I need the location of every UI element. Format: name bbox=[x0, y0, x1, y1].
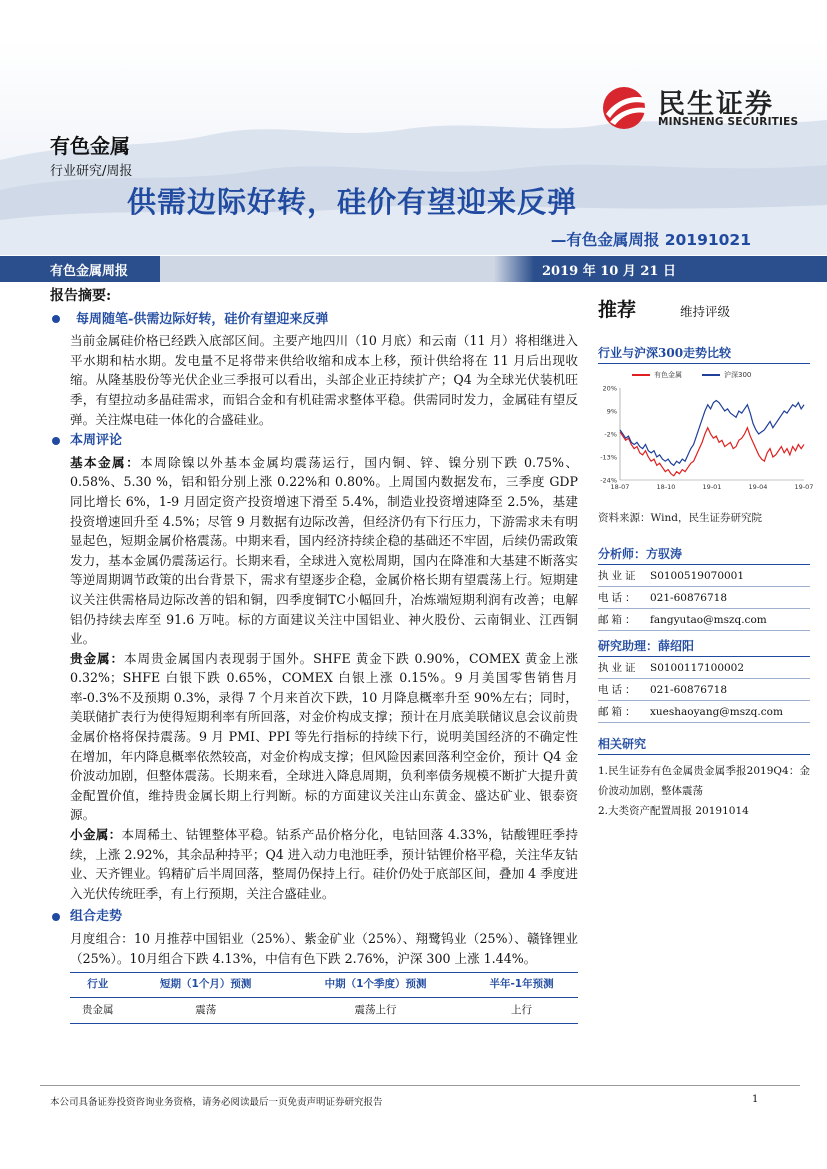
band-report-name: 有色金属周报 bbox=[50, 264, 129, 279]
analyst-info-value: fangyutao@mszq.com bbox=[650, 613, 767, 626]
legend-item: 沪深300 bbox=[702, 370, 751, 380]
assistant-info bbox=[598, 657, 810, 723]
chart-title: 行业与沪深300走势比较 bbox=[598, 344, 810, 364]
bullet-icon bbox=[52, 913, 60, 921]
chart-legend bbox=[632, 370, 810, 380]
assistant-info-key: 执业证 bbox=[598, 662, 639, 674]
table-cell: 震荡 bbox=[125, 997, 286, 1024]
analyst-info-row bbox=[598, 587, 810, 609]
y-tick-label: -24% bbox=[600, 476, 617, 485]
x-tick-label: 18-07 bbox=[610, 483, 630, 491]
assistant-info-value: xueshaoyang@mszq.com bbox=[650, 705, 783, 718]
section-heading-weekly: 每周随笔-供需边际好转，硅价有望迎来反弹 bbox=[50, 310, 578, 330]
analyst-info-value: S0100519070001 bbox=[650, 569, 745, 582]
table-header-row bbox=[70, 973, 578, 998]
analyst-info-row bbox=[598, 609, 810, 631]
brand-name-cn: 民生证券 bbox=[658, 89, 774, 120]
bullet-icon bbox=[52, 315, 60, 323]
table-cell: 上行 bbox=[465, 997, 578, 1024]
x-tick-label: 19-04 bbox=[748, 483, 768, 491]
analyst-info-key: 执业证 bbox=[598, 570, 639, 582]
related-item[interactable]: 2.大类资产配置周报 20191014 bbox=[598, 805, 749, 817]
legend-item: 有色金属 bbox=[632, 370, 682, 380]
main-column bbox=[50, 287, 578, 1024]
related-heading: 相关研究 bbox=[598, 735, 810, 755]
table-row bbox=[70, 997, 578, 1024]
forecast-table bbox=[70, 972, 578, 1024]
assistant-heading: 研究助理：薛绍阳 bbox=[598, 637, 810, 657]
footer-disclaimer: 本公司具备证券投资咨询业务资格，请务必阅读最后一页免责声明证券研究报告 bbox=[50, 1097, 383, 1108]
industry-name: 有色金属 bbox=[50, 134, 130, 158]
brand-logo bbox=[600, 82, 800, 132]
report-header bbox=[0, 0, 827, 255]
assistant-info-row bbox=[598, 657, 810, 679]
y-tick-label: -13% bbox=[600, 453, 617, 462]
table-cell: 震荡上行 bbox=[286, 997, 465, 1024]
legend-swatch bbox=[702, 374, 720, 376]
related-list bbox=[598, 761, 810, 821]
analyst-info-row bbox=[598, 565, 810, 587]
assistant-info-key: 邮箱： bbox=[598, 706, 639, 718]
analyst-info-key: 电话： bbox=[598, 592, 639, 604]
brand-logo-icon bbox=[600, 84, 652, 130]
report-subtitle: —有色金属周报 20191021 bbox=[550, 231, 751, 249]
brand-name-en: MINSHENG SECURITIES bbox=[658, 116, 799, 128]
minor-metals-paragraph: 小金属：本周稀土、钴锂整体平稳。钴系产品价格分化，电钴回落 4.33%，钴酸锂旺季持续，上涨 2.92%，其余品种持平；Q4 进入动力电池旺季，预计钴锂价格平稳，关注华友钴业、天齐锂业。钨精矿后半周回落，整周仍保持上行。硅价仍处于底部区间，叠加 4 季度进入光伏传统旺季，有上行预期，关注合盛硅业。 bbox=[70, 827, 579, 901]
band-date: 2019 年 10 月 21 日 bbox=[542, 264, 676, 279]
precious-metals-paragraph: 贵金属：本周贵金属国内表现弱于国外。SHFE 黄金下跌 0.90%，COMEX 黄金上涨 0.32%；SHFE 白银下跌 0.65%，COMEX 白银上涨 0.15%。9 月美国零售销售月率-0.3%不及预期 0.3%，录得 7 个月来首次下跌，10 月降息概率升至 90%左右；同时，美联储扩表行为使得短期利率有所回落，对金价构成支撑；预计在月底美联储议息会议前贵金属价格将保持震荡。9 月 PMI、PPI 等先行指标的持续下行，说明美国经济的不确定性在增加，年内降息概率依然较高，对金价构成支撑；但风险因素回落利空金价，预计 Q4 金价波动加剧，但整体震荡。长期来看，全球进入降息周期，负利率债务规模不断扩大提升黄金配置价值，维持贵金属长期上行判断。标的方面建议关注山东黄金、盛达矿业、银泰资源。 bbox=[70, 650, 578, 823]
y-tick-label: -2% bbox=[604, 430, 617, 439]
page-number: 1 bbox=[752, 1094, 759, 1105]
assistant-info-row bbox=[598, 701, 810, 723]
table-header-cell: 行业 bbox=[70, 973, 125, 998]
bullet-icon bbox=[52, 437, 60, 445]
sidebar bbox=[598, 295, 814, 821]
portfolio-text: 月度组合：10 月推荐中国铝业（25%）、紫金矿业（25%）、翔鹭钨业（25%）、赣锋锂业（25%）。10月组合下跌 4.13%，中信有色下跌 2.76%，沪深 300 上涨 1.44%。 bbox=[70, 931, 578, 966]
base-metals-paragraph: 基本金属：本周除镍以外基本金属均震荡运行，国内铜、锌、镍分别下跌 0.75%、0.58%、5.30 %，铝和铅分别上涨 0.22%和 0.80%。上周国内数据发布，三季度 GDP 同比增长 6%，1-9 月固定资产投资增速下滑至 5.4%，制造业投资增速降至 2.5%，基建投资增速回升至 4.5%；尽管 9 月数据有边际改善，但经济仍有下行压力，下游需求未有明显起色，短期金属价格震荡。中期来看，国内经济持续企稳的基础还不牢固，后续仍需政策发力，基本金属仍震荡运行。长期来看，全球进入宽松周期，国内在降准和大基建不断落实等逆周期调节政策的出台背景下，需求有望逐步企稳，金属价格长期有望震荡上行。短期建议关注供需格局边际改善的铝和铜，四季度铜TC小幅回升，冶炼端短期利润有改善；电解铝仍持续去库至 91.6 万吨。标的方面建议关注中国铝业、神火股份、云南铜业、江西铜业。 bbox=[70, 454, 579, 647]
table-header-cell: 半年-1年预测 bbox=[465, 973, 578, 998]
section-heading-comment: 本周评论 bbox=[50, 431, 578, 451]
rating-label: 维持评级 bbox=[680, 304, 731, 319]
rating-block bbox=[598, 295, 810, 322]
table-header-cell: 短期（1个月）预测 bbox=[125, 973, 286, 998]
analyst-info-value: 021-60876718 bbox=[650, 591, 728, 604]
analyst-info bbox=[598, 565, 810, 631]
y-tick-label: 9% bbox=[606, 407, 617, 416]
report-title: 供需边际好转，硅价有望迎来反弹 bbox=[127, 185, 578, 219]
y-tick-label: 20% bbox=[602, 384, 617, 393]
legend-swatch bbox=[632, 374, 650, 376]
summary-heading: 报告摘要: bbox=[50, 288, 112, 304]
assistant-info-key: 电话： bbox=[598, 684, 639, 696]
assistant-info-value: 021-60876718 bbox=[650, 683, 728, 696]
series-line-nonferrous bbox=[620, 428, 804, 476]
assistant-info-row bbox=[598, 679, 810, 701]
assistant-info-value: S0100117100002 bbox=[650, 661, 745, 674]
table-header-cell: 中期（1个季度）预测 bbox=[286, 973, 465, 998]
footer-divider bbox=[40, 1085, 800, 1086]
x-tick-label: 19-01 bbox=[702, 483, 722, 491]
analyst-info-key: 邮箱： bbox=[598, 614, 639, 626]
report-category: 行业研究/周报 bbox=[50, 164, 133, 179]
x-tick-label: 18-10 bbox=[656, 483, 676, 491]
section-heading-portfolio: 组合走势 bbox=[50, 907, 578, 927]
x-tick-label: 19-07 bbox=[794, 483, 814, 491]
weekly-text: 当前金属硅价格已经跌入底部区间。主要产地四川（10 月底）和云南（11 月）将相继进入平水期和枯水期。发电量不足将带来供给收缩和成本上移，预计供给将在 11 月后出现收缩。从隆基股份等光伏企业三季报可以看出，头部企业正持续扩产；Q4 为全球光伏装机旺季，有望拉动多晶硅需求，而铝合金和有机硅需求整体平稳。供需同时发力，金属硅有望反弹。关注煤电硅一体化的合盛硅业。 bbox=[70, 333, 578, 427]
analyst-heading: 分析师：方驭涛 bbox=[598, 545, 810, 565]
related-item[interactable]: 1.民生证券有色金属贵金属季报2019Q4：金价波动加剧，整体震荡 bbox=[598, 765, 810, 797]
header-band bbox=[0, 256, 827, 282]
chart-source: 资料来源：Wind，民生证券研究院 bbox=[598, 512, 762, 524]
table-cell: 贵金属 bbox=[70, 997, 125, 1024]
recommend-label: 推荐 bbox=[598, 299, 637, 321]
trend-chart bbox=[598, 380, 814, 500]
